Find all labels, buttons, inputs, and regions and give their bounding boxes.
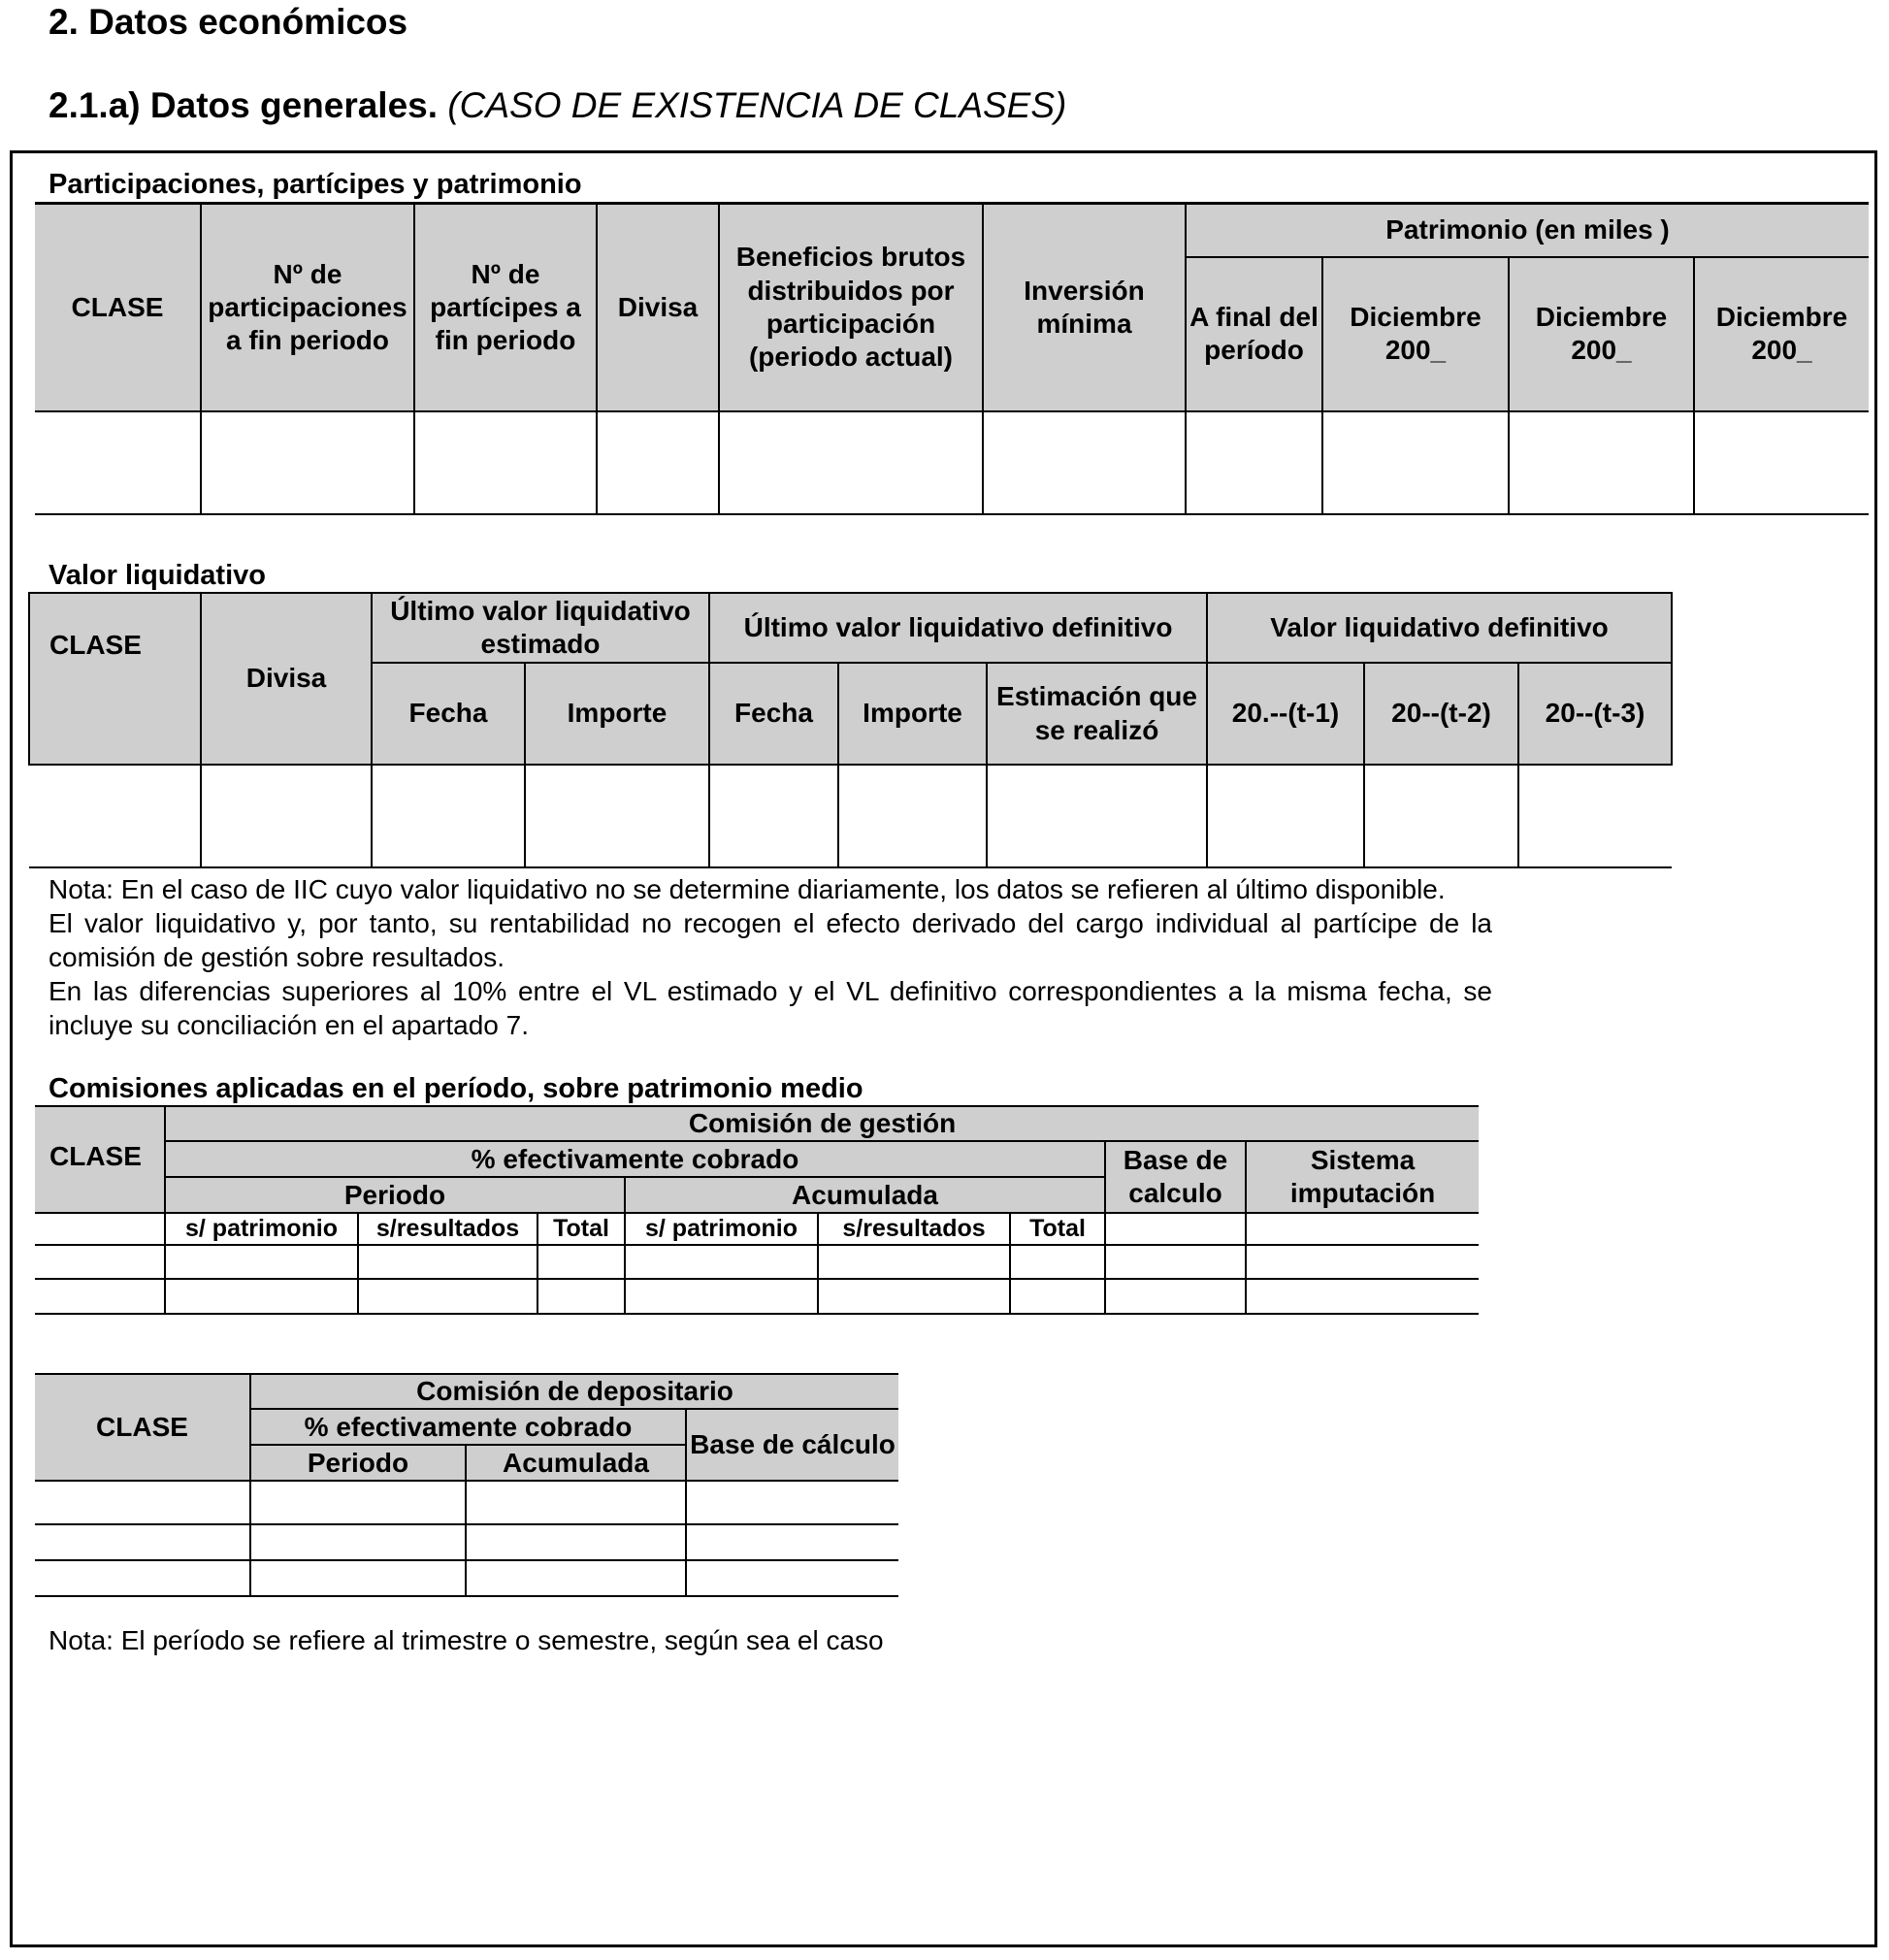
input-cell[interactable] bbox=[35, 1524, 250, 1560]
input-cell[interactable] bbox=[686, 1481, 898, 1524]
input-cell[interactable] bbox=[719, 411, 983, 514]
input-cell[interactable] bbox=[686, 1524, 898, 1560]
header-diciembre-1: Diciembre 200_ bbox=[1322, 257, 1509, 411]
header-divisa: Divisa bbox=[597, 204, 719, 411]
input-cell[interactable] bbox=[1186, 411, 1322, 514]
input-cell[interactable] bbox=[29, 765, 201, 867]
header-t3: 20--(t-3) bbox=[1518, 663, 1672, 765]
header-comision-depositario: Comisión de depositario bbox=[250, 1374, 898, 1409]
input-cell[interactable] bbox=[466, 1524, 686, 1560]
header-ultimo-definitivo: Último valor liquidativo definitivo bbox=[709, 593, 1207, 663]
input-cell[interactable] bbox=[1246, 1245, 1479, 1279]
input-cell[interactable] bbox=[372, 765, 525, 867]
header-diciembre-2: Diciembre 200_ bbox=[1509, 257, 1694, 411]
header-divisa: Divisa bbox=[201, 593, 372, 765]
input-cell[interactable] bbox=[1518, 765, 1672, 867]
input-cell[interactable] bbox=[35, 1213, 165, 1245]
header-s-resultados-acumulada: s/resultados bbox=[818, 1213, 1010, 1245]
header-estimacion: Estimación que se realizó bbox=[987, 663, 1207, 765]
input-cell[interactable] bbox=[35, 1245, 165, 1279]
header-sistema-imputacion: Sistema imputación bbox=[1246, 1141, 1479, 1213]
header-efectivamente-cobrado: % efectivamente cobrado bbox=[250, 1409, 686, 1445]
comisiones-table bbox=[35, 1105, 1479, 1315]
header-patrimonio: Patrimonio (en miles ) bbox=[1186, 204, 1869, 257]
header-clase: CLASE bbox=[35, 1374, 250, 1481]
section-heading: 2. Datos económicos bbox=[49, 2, 408, 42]
input-cell[interactable] bbox=[35, 411, 201, 514]
header-base-calculo: Base de cálculo bbox=[686, 1409, 898, 1481]
header-fecha-estimado: Fecha bbox=[372, 663, 525, 765]
valor-liquidativo-title: Valor liquidativo bbox=[49, 560, 266, 591]
input-cell[interactable] bbox=[818, 1245, 1010, 1279]
header-efectivamente-cobrado: % efectivamente cobrado bbox=[165, 1141, 1105, 1177]
valor-liquidativo-table bbox=[28, 592, 1673, 868]
input-cell[interactable] bbox=[414, 411, 597, 514]
header-comision-gestion: Comisión de gestión bbox=[165, 1106, 1479, 1141]
input-cell[interactable] bbox=[709, 765, 838, 867]
depositario-note: Nota: El período se refiere al trimestre o semestre, según sea el caso bbox=[49, 1625, 884, 1655]
input-cell[interactable] bbox=[1207, 765, 1364, 867]
header-diciembre-3: Diciembre 200_ bbox=[1694, 257, 1869, 411]
header-fecha-definitivo: Fecha bbox=[709, 663, 838, 765]
input-cell[interactable] bbox=[250, 1481, 466, 1524]
input-cell[interactable] bbox=[201, 411, 414, 514]
input-cell[interactable] bbox=[525, 765, 709, 867]
header-s-patrimonio-periodo: s/ patrimonio bbox=[165, 1213, 358, 1245]
header-s-patrimonio-acumulada: s/ patrimonio bbox=[625, 1213, 818, 1245]
header-num-participes: Nº de partícipes a fin periodo bbox=[414, 204, 597, 411]
header-num-participaciones: Nº de participaciones a fin periodo bbox=[201, 204, 414, 411]
input-cell[interactable] bbox=[1364, 765, 1518, 867]
header-t1: 20.--(t-1) bbox=[1207, 663, 1364, 765]
header-inversion-minima: Inversión mínima bbox=[983, 204, 1186, 411]
valor-liquidativo-note-2: El valor liquidativo y, por tanto, su rentabilidad no recogen el efecto derivado del cargo individual al partícipe de la comisión de gestión sobre resultados. bbox=[49, 908, 1492, 972]
header-clase: CLASE bbox=[29, 593, 201, 765]
input-cell[interactable] bbox=[358, 1279, 537, 1314]
header-importe-estimado: Importe bbox=[525, 663, 709, 765]
input-cell[interactable] bbox=[35, 1481, 250, 1524]
input-cell[interactable] bbox=[250, 1524, 466, 1560]
input-cell[interactable] bbox=[625, 1279, 818, 1314]
header-a-final: A final del período bbox=[1186, 257, 1322, 411]
input-cell[interactable] bbox=[1105, 1245, 1246, 1279]
depositario-table bbox=[35, 1373, 898, 1597]
input-cell[interactable] bbox=[1105, 1279, 1246, 1314]
header-base-calculo: Base de calculo bbox=[1105, 1141, 1246, 1213]
input-cell[interactable] bbox=[597, 411, 719, 514]
input-cell[interactable] bbox=[165, 1279, 358, 1314]
header-clase: CLASE bbox=[35, 204, 201, 411]
input-cell[interactable] bbox=[1509, 411, 1694, 514]
comisiones-title: Comisiones aplicadas en el período, sobre patrimonio medio bbox=[49, 1073, 863, 1104]
input-cell[interactable] bbox=[466, 1481, 686, 1524]
input-cell[interactable] bbox=[987, 765, 1207, 867]
header-total-periodo: Total bbox=[537, 1213, 625, 1245]
input-cell[interactable] bbox=[358, 1245, 537, 1279]
subsection-heading bbox=[49, 85, 1066, 126]
input-cell[interactable] bbox=[537, 1279, 625, 1314]
input-cell[interactable] bbox=[201, 765, 372, 867]
header-s-resultados-periodo: s/resultados bbox=[358, 1213, 537, 1245]
input-cell[interactable] bbox=[983, 411, 1186, 514]
input-cell[interactable] bbox=[1246, 1279, 1479, 1314]
input-cell[interactable] bbox=[1010, 1245, 1105, 1279]
participaciones-table bbox=[35, 202, 1869, 515]
header-acumulada: Acumulada bbox=[466, 1445, 686, 1481]
input-cell[interactable] bbox=[35, 1560, 250, 1596]
input-cell[interactable] bbox=[1105, 1213, 1246, 1245]
input-cell[interactable] bbox=[250, 1560, 466, 1596]
input-cell[interactable] bbox=[165, 1245, 358, 1279]
input-cell[interactable] bbox=[1010, 1279, 1105, 1314]
header-clase: CLASE bbox=[35, 1106, 165, 1213]
header-periodo: Periodo bbox=[165, 1177, 625, 1213]
header-ultimo-estimado: Último valor liquidativo estimado bbox=[372, 593, 709, 663]
valor-liquidativo-note-1: Nota: En el caso de IIC cuyo valor liquidativo no se determine diariamente, los datos se refieren al último disponible. bbox=[49, 874, 1446, 904]
input-cell[interactable] bbox=[466, 1560, 686, 1596]
header-acumulada: Acumulada bbox=[625, 1177, 1105, 1213]
input-cell[interactable] bbox=[818, 1279, 1010, 1314]
input-cell[interactable] bbox=[686, 1560, 898, 1596]
subsection-heading-italic: (CASO DE EXISTENCIA DE CLASES) bbox=[447, 85, 1067, 125]
header-importe-definitivo: Importe bbox=[838, 663, 987, 765]
input-cell[interactable] bbox=[1246, 1213, 1479, 1245]
header-valor-definitivo: Valor liquidativo definitivo bbox=[1207, 593, 1672, 663]
header-periodo: Periodo bbox=[250, 1445, 466, 1481]
header-t2: 20--(t-2) bbox=[1364, 663, 1518, 765]
valor-liquidativo-note-3: En las diferencias superiores al 10% entre el VL estimado y el VL definitivo correspondientes a la misma fecha, se incluye su conciliación en el apartado 7. bbox=[49, 976, 1492, 1040]
input-cell[interactable] bbox=[1694, 411, 1869, 514]
header-beneficios: Beneficios brutos distribuidos por participación (periodo actual) bbox=[719, 204, 983, 411]
header-total-acumulada: Total bbox=[1010, 1213, 1105, 1245]
input-cell[interactable] bbox=[1322, 411, 1509, 514]
input-cell[interactable] bbox=[35, 1279, 165, 1314]
input-cell[interactable] bbox=[537, 1245, 625, 1279]
participaciones-title: Participaciones, partícipes y patrimonio bbox=[49, 169, 582, 200]
subsection-heading-bold: 2.1.a) Datos generales. bbox=[49, 85, 439, 125]
input-cell[interactable] bbox=[625, 1245, 818, 1279]
input-cell[interactable] bbox=[838, 765, 987, 867]
